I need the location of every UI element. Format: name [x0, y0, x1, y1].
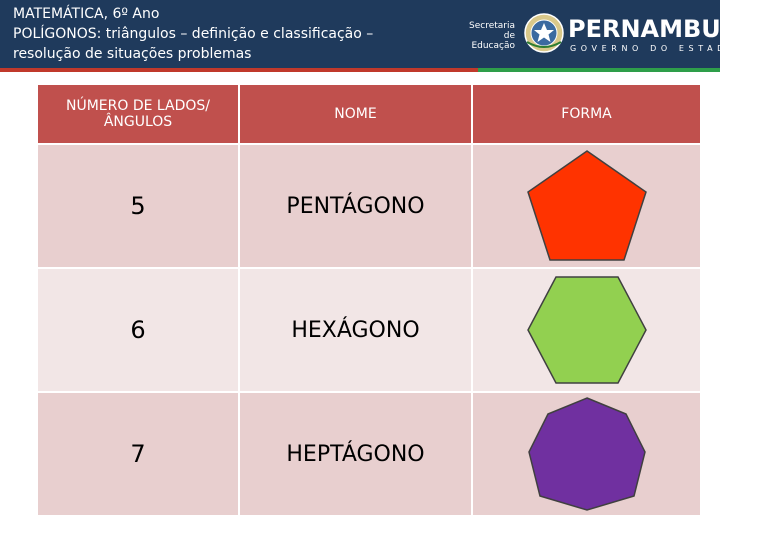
hexagon-polygon	[528, 277, 646, 383]
slide-title	[13, 4, 433, 64]
shape-cell	[472, 392, 701, 516]
secretaria-line-2: Educação	[471, 41, 515, 51]
name-cell: HEXÁGONO	[239, 268, 472, 392]
table-header-row	[37, 84, 701, 144]
title-line-subtopic: resolução de situações problemas	[13, 46, 252, 62]
shape-cell	[472, 268, 701, 392]
header-stripe-green	[478, 68, 720, 72]
name-cell: PENTÁGONO	[239, 144, 472, 268]
brand-subtitle: GOVERNO DO ESTADO	[570, 44, 739, 53]
table-row	[37, 268, 701, 392]
heptagon-shape	[525, 395, 649, 513]
state-seal-icon	[523, 12, 565, 54]
pentagon-polygon	[528, 151, 646, 260]
header-sides: NÚMERO DE LADOS/ÂNGULOS	[37, 84, 239, 144]
sides-cell: 7	[37, 392, 239, 516]
header-name: NOME	[239, 84, 472, 144]
title-line-topic: POLÍGONOS: triângulos – definição e classificação –	[13, 26, 374, 42]
polygon-table	[36, 83, 702, 517]
table-row	[37, 392, 701, 516]
pentagon-shape	[525, 148, 649, 264]
title-line-subject: MATEMÁTICA, 6º Ano	[13, 6, 160, 22]
shape-cell	[472, 144, 701, 268]
secretaria-line-1: Secretaria de	[469, 21, 515, 41]
hexagon-shape	[525, 274, 649, 386]
sides-cell: 5	[37, 144, 239, 268]
secretaria-label	[455, 21, 515, 51]
brand-logo-text: PERNAMBUCO	[568, 15, 759, 43]
name-cell: HEPTÁGONO	[239, 392, 472, 516]
sides-cell: 6	[37, 268, 239, 392]
page-header	[0, 0, 759, 72]
header-shape: FORMA	[472, 84, 701, 144]
heptagon-polygon	[529, 398, 645, 510]
table-row	[37, 144, 701, 268]
header-stripe-red	[0, 68, 478, 72]
